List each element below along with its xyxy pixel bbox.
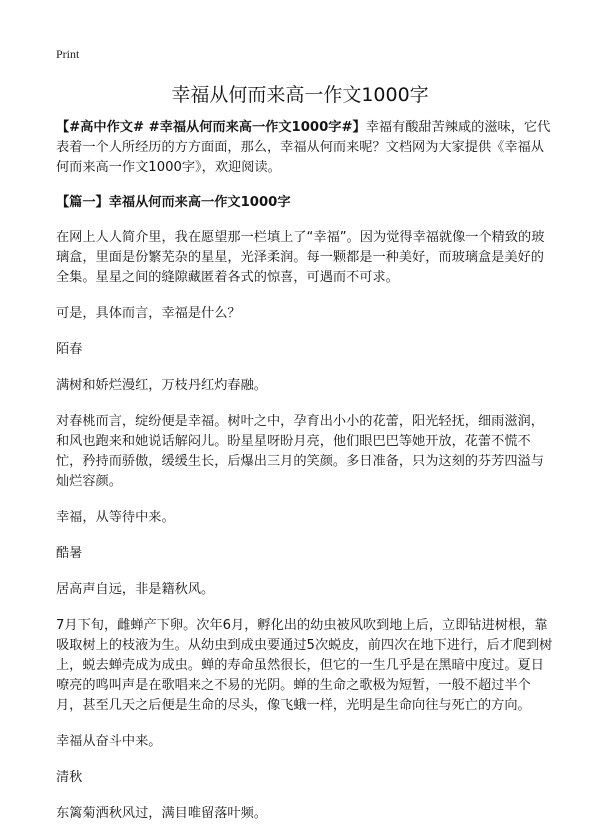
poem-line-spring: 满树和娇烂漫红，万枝丹红灼春融。	[56, 378, 267, 393]
season-heading-summer: 酷暑	[56, 546, 83, 561]
section-heading: 【篇一】幸福从何而来高一作文1000字	[56, 195, 291, 210]
intro-paragraph	[56, 118, 554, 178]
intro-tag: 【#高中作文# #幸福从何而来高一作文1000字#】	[56, 120, 366, 135]
article-body	[56, 118, 554, 840]
intro-text: 幸福有酸甜苦辣咸的滋味，它代表着一个人所经历的方方面面，那么，幸福从何而来呢？文档网为大家提供《幸福从何而来高一作文1000字》，欢迎阅读。	[56, 120, 551, 175]
poem-line-autumn: 东篱菊洒秋风过，满目唯留落叶频。	[56, 806, 267, 821]
page-title: 幸福从何而来高一作文1000字	[171, 84, 429, 106]
paragraph-summer: 7月下旬，雌蝉产下卵。次年6月，孵化出的幼虫被风吹到地上后，立即钻进树根，靠吸取树上的枝液为生。从幼虫到成虫要通过5次蜕皮，前四次在地下进行，后才爬到树上，蜕去蝉壳成为成虫。蝉的寿命虽然很长，但它的一生几乎是在黑暗中度过。夏日嘹亮的鸣叫声是在歌唱来之不易的光阴。蝉的生命之歌极为短暂，一般不超过半个月，甚至几天之后便是生命的尽头，像飞蛾一样，光明是生命向往与死亡的方向。	[56, 618, 553, 713]
paragraph-question: 可是，具体而言，幸福是什么？	[56, 306, 241, 321]
poem-line-summer: 居高声自远，非是籍秋风。	[56, 582, 215, 597]
conclusion-waiting: 幸福，从等待中来。	[56, 510, 175, 525]
conclusion-struggle: 幸福从奋斗中来。	[56, 734, 162, 749]
season-heading-spring: 陌春	[56, 342, 83, 357]
paragraph-spring: 对春桃而言，绽纷便是幸福。树叶之中，孕育出小小的花蕾，阳光轻抚，细雨滋润，和风也跑来和她说话解闷儿。盼星星呀盼月亮，他们眼巴巴等她开放，花蕾不慌不忙，矜持而骄傲，缓缓生长，后爆出三月的笑颜。多日准备，只为这刻的芬芳四溢与灿烂容颜。	[56, 414, 544, 489]
print-link[interactable]: Print	[56, 47, 80, 61]
season-heading-autumn: 清秋	[56, 770, 83, 785]
paragraph-wish: 在网上人人简介里，我在愿望那一栏填上了“幸福”。因为觉得幸福就像一个精致的玻璃盒，里面是份繁芜杂的星星，光泽柔润。每一颗都是一种美好，而玻璃盒是美好的全集。星星之间的缝隙藏匿着各式的惊喜，可遇而不可求。	[56, 230, 545, 285]
